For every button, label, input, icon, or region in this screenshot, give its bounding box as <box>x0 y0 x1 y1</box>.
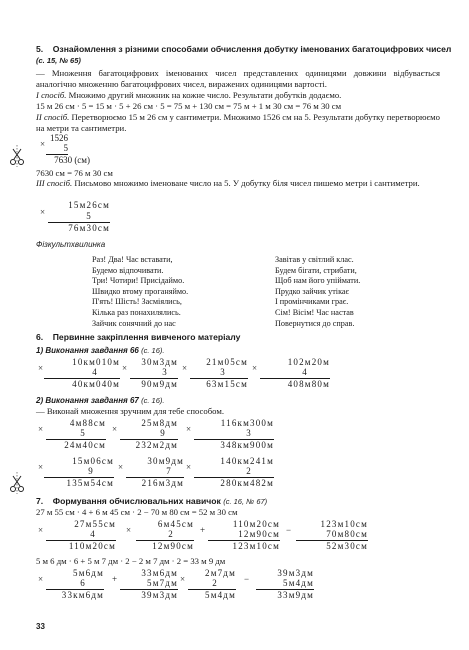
operator-sign: × <box>252 363 258 373</box>
section-7-heading <box>36 496 267 506</box>
calc-operand-b: 70м80см <box>326 529 368 539</box>
calc-result: 232м2дм <box>135 440 178 450</box>
calc-operand-a: 2м7дм <box>205 568 236 578</box>
calc-result: 76м30см <box>68 223 110 233</box>
calc-operand-b: 4 <box>302 367 308 377</box>
calc-operand-a: 5м6дм <box>73 568 104 578</box>
calc-result: 110м20см <box>68 541 116 551</box>
operator-sign: × <box>38 525 44 535</box>
method-2-result: 7630 см = 76 м 30 см <box>36 168 113 178</box>
column-calc <box>38 456 114 490</box>
section-number: 7. <box>36 496 44 506</box>
calc-operand-b: 6 <box>80 578 86 588</box>
section-5-intro: — Множення багатоцифрових іменованих чисел представлених одиницями довжини відбувається аналогічно множенню багатоцифрових чисел, виражених одиницями вартості. <box>36 68 440 90</box>
poem-line: Швидко втому проганяймо. <box>92 286 189 296</box>
calc-result: 348км900м <box>220 440 274 450</box>
calc-operand-b: 4 <box>92 367 98 377</box>
calc-result: 7630 (см) <box>54 155 90 165</box>
calc-operand-b: 9 <box>88 466 94 476</box>
calc-operand-a: 123м10см <box>320 519 368 529</box>
calc-operand-b: 7 <box>166 466 172 476</box>
operator-sign: − <box>286 525 292 535</box>
poem-line: Завітав у світлий клас. <box>275 255 354 264</box>
scissors-icon <box>9 472 25 494</box>
poem-line: Раз! Два! Час вставати, <box>92 255 173 264</box>
section-6-heading <box>36 332 240 342</box>
operator-sign: × <box>126 525 132 535</box>
calc-operand-b: 9 <box>160 428 166 438</box>
calc-operand-b: 12м90см <box>238 529 280 539</box>
exercise-ref: (с. 16). <box>141 346 165 355</box>
poem-line: Щоб нам його упіймати. <box>275 276 361 286</box>
calc-result: 135м54см <box>66 478 114 488</box>
operator-sign: × <box>118 462 124 472</box>
poem-line: Повернутися до справ. <box>275 318 355 328</box>
operator-sign: × <box>38 462 44 472</box>
column-calc <box>286 519 368 553</box>
column-calc-15m26cm-x5 <box>40 200 110 234</box>
calc-operand-a: 30м9дм <box>147 456 184 466</box>
poem-line: Три! Чотири! Присідаймо. <box>92 276 185 286</box>
operator-sign: + <box>112 574 118 584</box>
operator-sign: × <box>112 424 118 434</box>
scissors-icon <box>9 145 25 167</box>
calc-operand-a: 6м45см <box>157 519 194 529</box>
calc-result: 12м90см <box>152 541 194 551</box>
column-calc <box>186 418 274 452</box>
section-title: Формування обчислювальних навичок <box>52 496 221 506</box>
calc-operand-b: 2 <box>212 578 218 588</box>
poem-line: Кілька раз понахилялись. <box>92 307 181 317</box>
poem-line: П'ять! Шість! Засміялись, <box>92 297 182 307</box>
calc-result: 216м3дм <box>141 478 184 488</box>
calc-operand-a: 33м6дм <box>141 568 178 578</box>
calc-result: 63м15см <box>206 379 248 389</box>
calc-operand-b: 5 <box>63 143 68 153</box>
calc-operand-a: 10км010м <box>72 357 120 367</box>
calc-operand-a: 110м20см <box>232 519 280 529</box>
calc-operand-b: 2 <box>246 466 252 476</box>
calc-operand-a: 116км300м <box>220 418 274 428</box>
exercise-67-label <box>36 396 164 405</box>
calc-operand-a: 39м3дм <box>277 568 314 578</box>
calc-operand-b: 3 <box>162 367 168 377</box>
exercise-67-instruction: — Виконай множення зручним для тебе способом. <box>36 406 225 416</box>
column-calc <box>200 519 280 553</box>
operator-sign: × <box>38 424 44 434</box>
poem-left-column <box>92 255 188 329</box>
poem-line: Прудко зайчик утікає <box>275 286 350 296</box>
column-calc <box>38 418 106 452</box>
operator-sign: × <box>40 207 46 217</box>
column-calc-1526x5 <box>40 133 90 165</box>
calc-operand-a: 21м05см <box>206 357 248 367</box>
column-calc <box>38 357 120 391</box>
calc-operand-b: 5 <box>86 211 92 221</box>
section-title: Ознайомлення з різними способами обчислення добутку іменованих багатоцифрових чисел <box>52 44 452 54</box>
calc-operand-b: 5м4дм <box>283 578 314 588</box>
calc-operand-a: 15м06см <box>72 456 114 466</box>
expression-1: 27 м 55 см · 4 + 6 м 45 см · 2 − 70 м 80 см = 52 м 30 см <box>36 507 238 517</box>
calc-result: 5м4дм <box>205 590 236 600</box>
calc-result: 123м10см <box>232 541 280 551</box>
calc-operand-a: 15м26см <box>68 200 110 210</box>
column-calc <box>122 357 178 391</box>
calc-operand-a: 4м88см <box>69 418 106 428</box>
method-text: Письмово множимо іменоване число на 5. У добутку біля чисел пишемо метри і сантиметри. <box>74 178 420 188</box>
calc-operand-b: 3 <box>220 367 226 377</box>
exercise-label: 2) Виконання завдання 67 <box>36 396 139 405</box>
method-1 <box>36 90 440 101</box>
exercise-ref: (с. 16). <box>141 396 165 405</box>
calc-operand-b: 4 <box>90 529 96 539</box>
poem-line: Сім! Вісім! Час настав <box>275 307 354 317</box>
calc-operand-a: 27м55см <box>74 519 116 529</box>
section-number: 6. <box>36 332 44 342</box>
operator-sign: × <box>38 363 44 373</box>
column-calc <box>112 418 178 452</box>
page-number: 33 <box>36 622 45 631</box>
calc-result: 90м9дм <box>141 379 178 389</box>
column-calc <box>126 519 194 553</box>
poem-line: Зайчик сонячний до нас <box>92 318 176 328</box>
exercise-label: 1) Виконання завдання 66 <box>36 346 139 355</box>
calc-result: 280км482м <box>220 478 274 488</box>
column-calc <box>186 456 274 490</box>
calc-operand-b: 2 <box>168 529 174 539</box>
calc-result: 24м40см <box>64 440 106 450</box>
calc-result: 33м9дм <box>277 590 314 600</box>
section-ref: (с. 15, № 65) <box>36 56 81 65</box>
operator-sign: × <box>38 574 44 584</box>
calc-result: 52м30см <box>326 541 368 551</box>
expression-2: 5 м 6 дм · 6 + 5 м 7 дм · 2 − 2 м 7 дм · 2 = 33 м 9 дм <box>36 556 226 566</box>
column-calc <box>38 568 104 602</box>
calc-operand-b: 5 <box>80 428 86 438</box>
operator-sign: × <box>186 424 192 434</box>
operator-sign: × <box>186 462 192 472</box>
calc-operand-a: 1526 <box>50 133 68 143</box>
operator-sign: × <box>122 363 128 373</box>
column-calc <box>180 568 236 602</box>
column-calc <box>182 357 248 391</box>
section-title: Первинне закріплення вивченого матеріалу <box>52 332 241 342</box>
calc-operand-b: 5м7дм <box>147 578 178 588</box>
exercise-66-label <box>36 346 164 355</box>
column-calc <box>252 357 330 391</box>
column-calc <box>38 519 116 553</box>
calc-operand-b: 3 <box>246 428 252 438</box>
column-calc <box>244 568 314 602</box>
calc-operand-a: 25м8дм <box>141 418 178 428</box>
calc-result: 408м80м <box>287 379 330 389</box>
section-ref: (с. 16, № 67) <box>223 497 268 506</box>
column-calc <box>118 456 184 490</box>
poem-right-column <box>275 255 360 329</box>
method-label: III спосіб. <box>36 178 73 188</box>
calc-operand-a: 102м20м <box>287 357 330 367</box>
method-label: I спосіб. <box>36 90 67 100</box>
exercise-break-title: Фізкультхвилинка <box>36 240 106 249</box>
operator-sign: − <box>244 574 250 584</box>
poem-line: Будем бігати, стрибати, <box>275 265 357 275</box>
column-calc <box>112 568 178 602</box>
calc-result: 33км6дм <box>61 590 104 600</box>
operator-sign: × <box>40 139 46 149</box>
method-2 <box>36 112 440 134</box>
operator-sign: × <box>182 363 188 373</box>
section-number: 5. <box>36 44 44 54</box>
method-text: Множимо другий множник на кожне число. Результати добутків додаємо. <box>68 90 342 100</box>
calc-operand-a: 30м3дм <box>141 357 178 367</box>
operator-sign: × <box>180 574 186 584</box>
calc-result: 39м3дм <box>141 590 178 600</box>
method-3 <box>36 178 440 189</box>
method-label: II спосіб. <box>36 112 70 122</box>
section-5-heading <box>36 44 451 54</box>
operator-sign: + <box>200 525 206 535</box>
calc-result: 40км040м <box>72 379 120 389</box>
method-text: Перетворюємо 15 м 26 см у сантиметри. Множимо 1526 см на 5. Результати добутку перетворюємо на метри та сантиметри. <box>36 112 441 134</box>
method-1-expression: 15 м 26 см · 5 = 15 м · 5 + 26 см · 5 = 75 м + 130 см = 75 м + 1 м 30 см = 76 м 30 см <box>36 101 342 111</box>
poem-line: Будемо відпочивати. <box>92 265 164 275</box>
calc-operand-a: 140км241м <box>220 456 274 466</box>
poem-line: І промінчиками грає. <box>275 297 349 307</box>
